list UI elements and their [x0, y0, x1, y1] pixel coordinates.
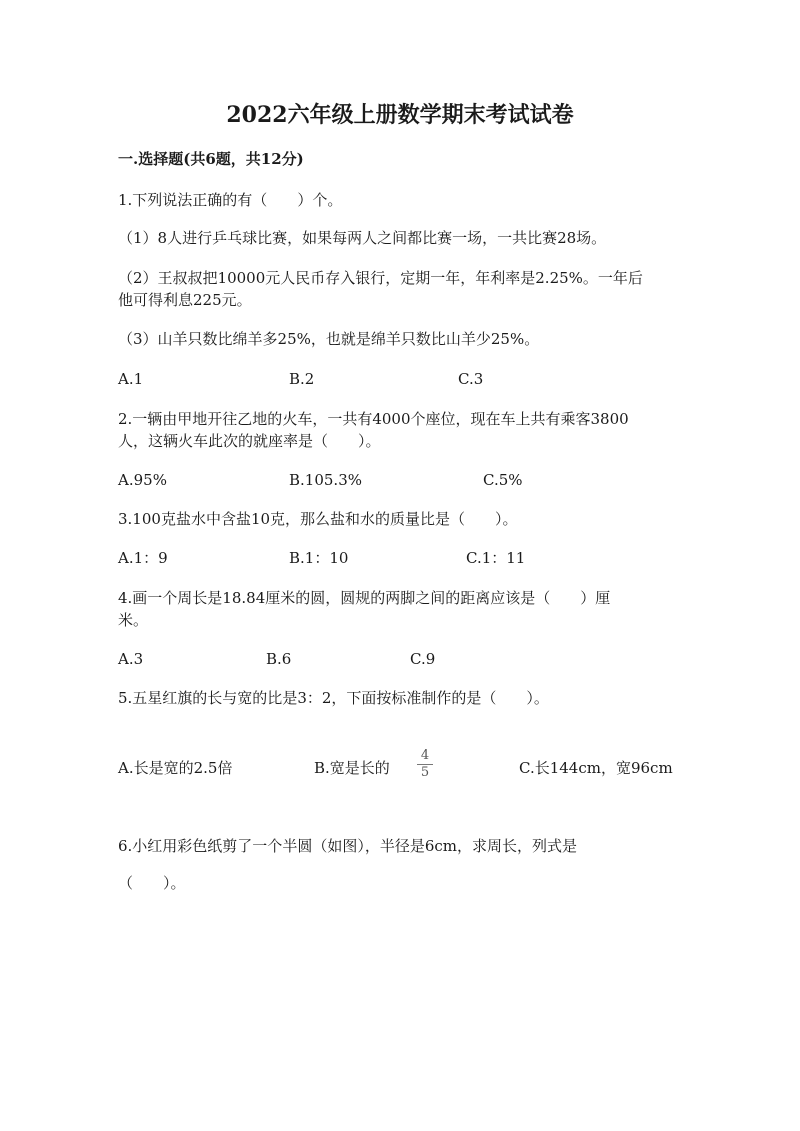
q2-stem-line2: 人，这辆火车此次的就座率是（ ）。 — [118, 432, 381, 450]
q4-option-c[interactable]: C.9 — [410, 650, 436, 668]
q1-option-b[interactable]: B.2 — [289, 370, 315, 388]
q1-statement-1: （1）8人进行乒乓球比赛，如果每两人之间都比赛一场，一共比赛28场。 — [118, 229, 607, 247]
q1-stem: 1.下列说法正确的有（ ）个。 — [118, 191, 343, 209]
q1-option-a[interactable]: A.1 — [118, 370, 144, 388]
q4-stem-line2: 米。 — [118, 611, 149, 629]
q2-option-b[interactable]: B.105.3% — [289, 471, 362, 489]
q6-stem-line2: （ ）。 — [118, 874, 186, 892]
q4-option-a[interactable]: A.3 — [118, 650, 144, 668]
q3-option-a[interactable]: A.1：9 — [118, 549, 168, 567]
q2-option-c[interactable]: C.5% — [483, 471, 523, 489]
q1-option-c[interactable]: C.3 — [458, 370, 484, 388]
page-title: 2022六年级上册数学期末考试试卷 — [226, 102, 574, 128]
q3-stem: 3.100克盐水中含盐10克，那么盐和水的质量比是（ ）。 — [118, 510, 518, 528]
q1-statement-2-line1: （2）王叔叔把10000元人民币存入银行，定期一年，年利率是2.25%。一年后 — [118, 269, 643, 287]
q3-option-c[interactable]: C.1：11 — [466, 549, 526, 567]
q6-stem-line1: 6.小红用彩色纸剪了一个半圆（如图），半径是6cm，求周长，列式是 — [118, 837, 577, 855]
q5-stem: 5.五星红旗的长与宽的比是3：2，下面按标准制作的是（ ）。 — [118, 689, 549, 707]
q5-option-b[interactable]: B.宽是长的 — [314, 759, 390, 777]
section-heading: 一.选择题(共6题，共12分) — [118, 150, 304, 168]
q5-option-a[interactable]: A.长是宽的2.5倍 — [118, 759, 233, 777]
q4-option-b[interactable]: B.6 — [266, 650, 292, 668]
q2-stem-line1: 2.一辆由甲地开往乙地的火车，一共有4000个座位，现在车上共有乘客3800 — [118, 410, 629, 428]
fraction-denominator: 5 — [420, 765, 430, 780]
q5-option-c[interactable]: C.长144cm，宽96cm — [519, 759, 673, 777]
fraction-numerator: 4 — [420, 748, 430, 763]
q2-option-a[interactable]: A.95% — [118, 471, 167, 489]
q3-option-b[interactable]: B.1：10 — [289, 549, 349, 567]
q4-stem-line1: 4.画一个周长是18.84厘米的圆，圆规的两脚之间的距离应该是（ ）厘 — [118, 589, 611, 607]
q5-option-b-fraction — [417, 749, 433, 780]
q1-statement-2-line2: 他可得利息225元。 — [118, 291, 252, 309]
q1-statement-3: （3）山羊只数比绵羊多25%，也就是绵羊只数比山羊少25%。 — [118, 330, 540, 348]
